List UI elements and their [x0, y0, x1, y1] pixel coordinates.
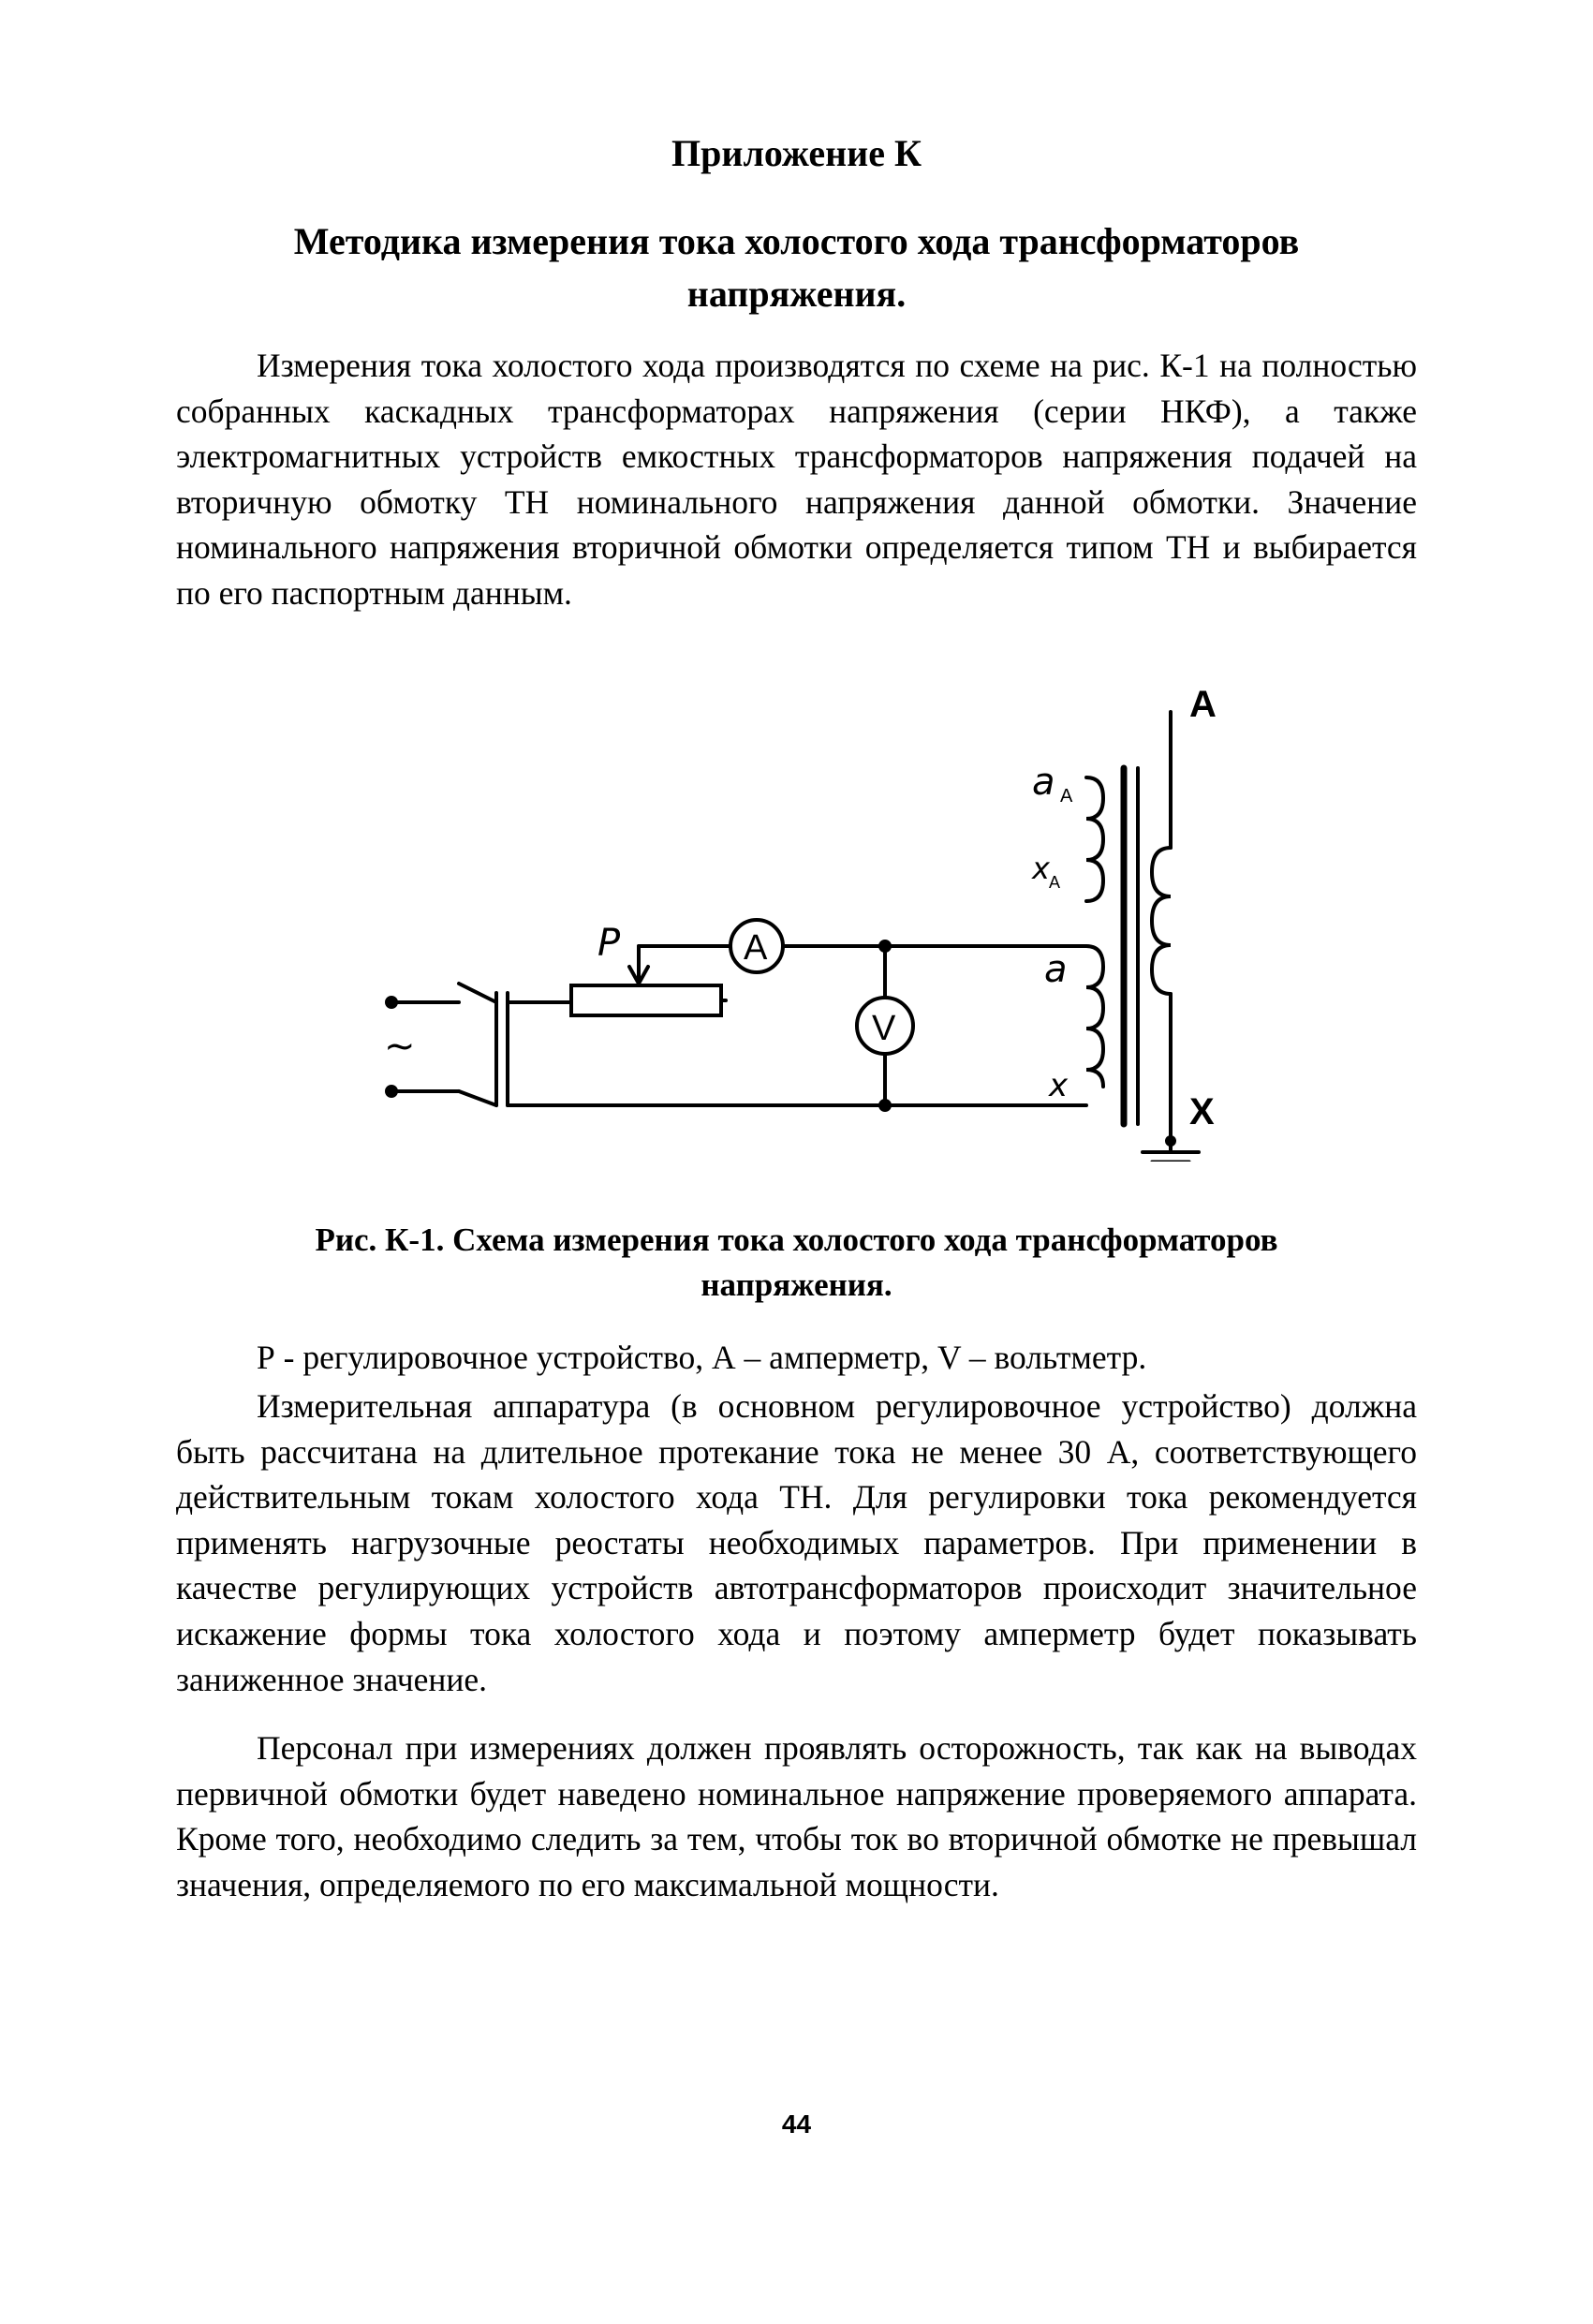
- source-symbol: ~: [384, 1025, 416, 1068]
- page-number: 44: [781, 2109, 812, 2139]
- ammeter-label: A: [744, 928, 768, 968]
- source-terminal-bottom: [387, 1087, 396, 1096]
- primary-top-label: A: [1189, 684, 1217, 725]
- primary-winding: [1152, 848, 1171, 994]
- circuit-diagram: [365, 684, 1246, 1162]
- source-terminal-top: [387, 998, 396, 1007]
- appendix-title: Приложение К: [671, 132, 922, 174]
- figure-caption: Рис. К-1. Схема измерения тока холостого хода трансформаторов напряжения.: [315, 1221, 1278, 1303]
- method-title: Методика измерения тока холостого хода трансформаторов напряжения.: [293, 220, 1300, 315]
- regulator-label: P: [597, 922, 621, 965]
- safety-paragraph: Персонал при измерениях должен проявлять осторожность, так как на выводах первичной обмотки будет наведено номинальное напряжение проверяемого аппарата. Кроме того, необходимо следить за тем, чтобы ток во вторичной обмотке не превышал значения, определяемого по его максимальной мощности.: [176, 1729, 1417, 1903]
- auxiliary-winding: [1086, 777, 1103, 901]
- aux-bottom-label: x: [1032, 851, 1050, 886]
- rheostat-body: [571, 985, 721, 1015]
- secondary-bottom-label: x: [1049, 1067, 1069, 1104]
- secondary-winding: [1086, 946, 1103, 1087]
- equipment-paragraph: Измерительная аппаратура (в основном регулировочное устройство) должна быть рассчитана на длительное протекание тока не менее 30 А, соответствующего действительным токам холостого хода ТН. Для регулировки тока рекомендуется применять нагрузочные реостаты необходимых параметров. При применении в качестве регулирующих устройств автотрансформаторов происходит значительное искажение формы тока холостого хода и поэтому амперметр будет показывать заниженное значение.: [176, 1387, 1417, 1698]
- switch-blade-top: [459, 984, 496, 1002]
- primary-terminal-x: [1167, 1137, 1174, 1145]
- secondary-top-label: a: [1044, 948, 1068, 991]
- primary-bottom-label: X: [1189, 1091, 1215, 1132]
- switch-blade-bottom: [459, 1091, 496, 1105]
- aux-bottom-subscript: A: [1049, 873, 1061, 892]
- aux-top-label: a: [1032, 761, 1055, 804]
- aux-top-subscript: A: [1060, 786, 1073, 807]
- voltmeter-label: V: [872, 1009, 896, 1048]
- intro-paragraph: Измерения тока холостого хода производятся по схеме на рис. К-1 на полностью собранных каскадных трансформаторах напряжения (серии НКФ), а также электромагнитных устройств емкостных трансформаторов напряжения подачей на вторичную обмотку ТН номинального напряжения данной обмотки. Значение номинального напряжения вторичной обмотки определяется типом ТН и выбирается по его паспортным данным.: [176, 347, 1417, 612]
- figure-legend: Р - регулировочное устройство, А – амперметр, V – вольтметр.: [257, 1339, 1147, 1376]
